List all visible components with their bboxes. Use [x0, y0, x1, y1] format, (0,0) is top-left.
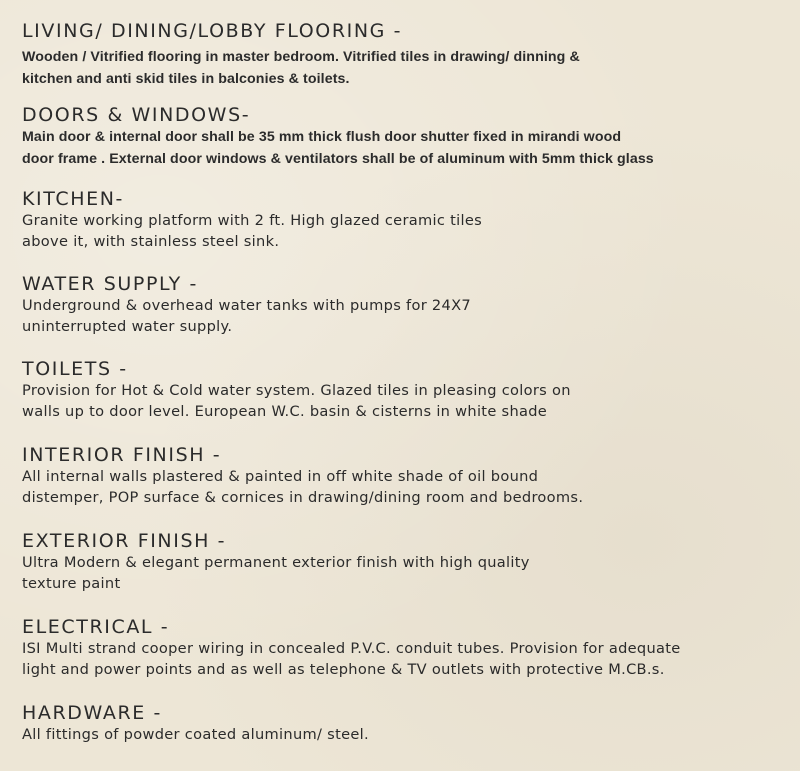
body-line: distemper, POP surface & cornices in drawing/dining room and bedrooms. [22, 489, 584, 506]
section-body-doors-windows [22, 126, 797, 170]
section-hardware [22, 702, 797, 745]
section-heading-water-supply: WATER SUPPLY - [22, 273, 198, 295]
body-line: Wooden / Vitrified flooring in master bedroom. Vitrified tiles in drawing/ dinning & [22, 49, 580, 65]
section-interior-finish [22, 444, 797, 508]
section-body-hardware [22, 724, 797, 745]
section-heading-electrical: ELECTRICAL - [22, 616, 170, 638]
section-body-kitchen [22, 210, 797, 252]
section-body-water-supply [22, 295, 797, 337]
section-heading-interior-finish: INTERIOR FINISH - [22, 444, 222, 466]
body-line: Provision for Hot & Cold water system. Glazed tiles in pleasing colors on [22, 382, 571, 399]
section-heading-doors-windows: DOORS & WINDOWS- [22, 104, 251, 126]
body-line: uninterrupted water supply. [22, 318, 233, 335]
body-line: light and power points and as well as telephone & TV outlets with protective M.CB.s. [22, 661, 665, 678]
body-line: texture paint [22, 575, 121, 592]
body-line: Ultra Modern & elegant permanent exterior finish with high quality [22, 554, 530, 571]
section-water-supply [22, 273, 797, 337]
section-heading-toilets: TOILETS - [22, 358, 128, 380]
section-heading-kitchen: KITCHEN- [22, 188, 124, 210]
section-body-flooring [22, 46, 797, 90]
body-line: Main door & internal door shall be 35 mm thick flush door shutter fixed in mirandi wood [22, 129, 622, 145]
section-heading-hardware: HARDWARE - [22, 702, 162, 724]
body-line: door frame . External door windows & ventilators shall be of aluminum with 5mm thick glass [22, 151, 654, 167]
section-kitchen [22, 188, 797, 252]
section-body-toilets [22, 380, 797, 422]
section-flooring [22, 20, 797, 90]
section-body-interior-finish [22, 466, 797, 508]
body-line: All fittings of powder coated aluminum/ steel. [22, 726, 369, 743]
section-doors-windows [22, 104, 797, 170]
body-line: above it, with stainless steel sink. [22, 233, 280, 250]
body-line: Granite working platform with 2 ft. High glazed ceramic tiles [22, 212, 483, 229]
body-line: kitchen and anti skid tiles in balconies & toilets. [22, 71, 350, 87]
body-line: All internal walls plastered & painted in off white shade of oil bound [22, 468, 539, 485]
section-body-electrical [22, 638, 797, 680]
body-line: Underground & overhead water tanks with pumps for 24X7 [22, 297, 471, 314]
body-line: ISI Multi strand cooper wiring in concealed P.V.C. conduit tubes. Provision for adequate [22, 640, 681, 657]
section-toilets [22, 358, 797, 422]
section-exterior-finish [22, 530, 797, 594]
section-heading-exterior-finish: EXTERIOR FINISH - [22, 530, 227, 552]
section-electrical [22, 616, 797, 680]
body-line: walls up to door level. European W.C. basin & cisterns in white shade [22, 403, 548, 420]
section-body-exterior-finish [22, 552, 797, 594]
section-heading-flooring: LIVING/ DINING/LOBBY FLOORING - [22, 20, 403, 42]
